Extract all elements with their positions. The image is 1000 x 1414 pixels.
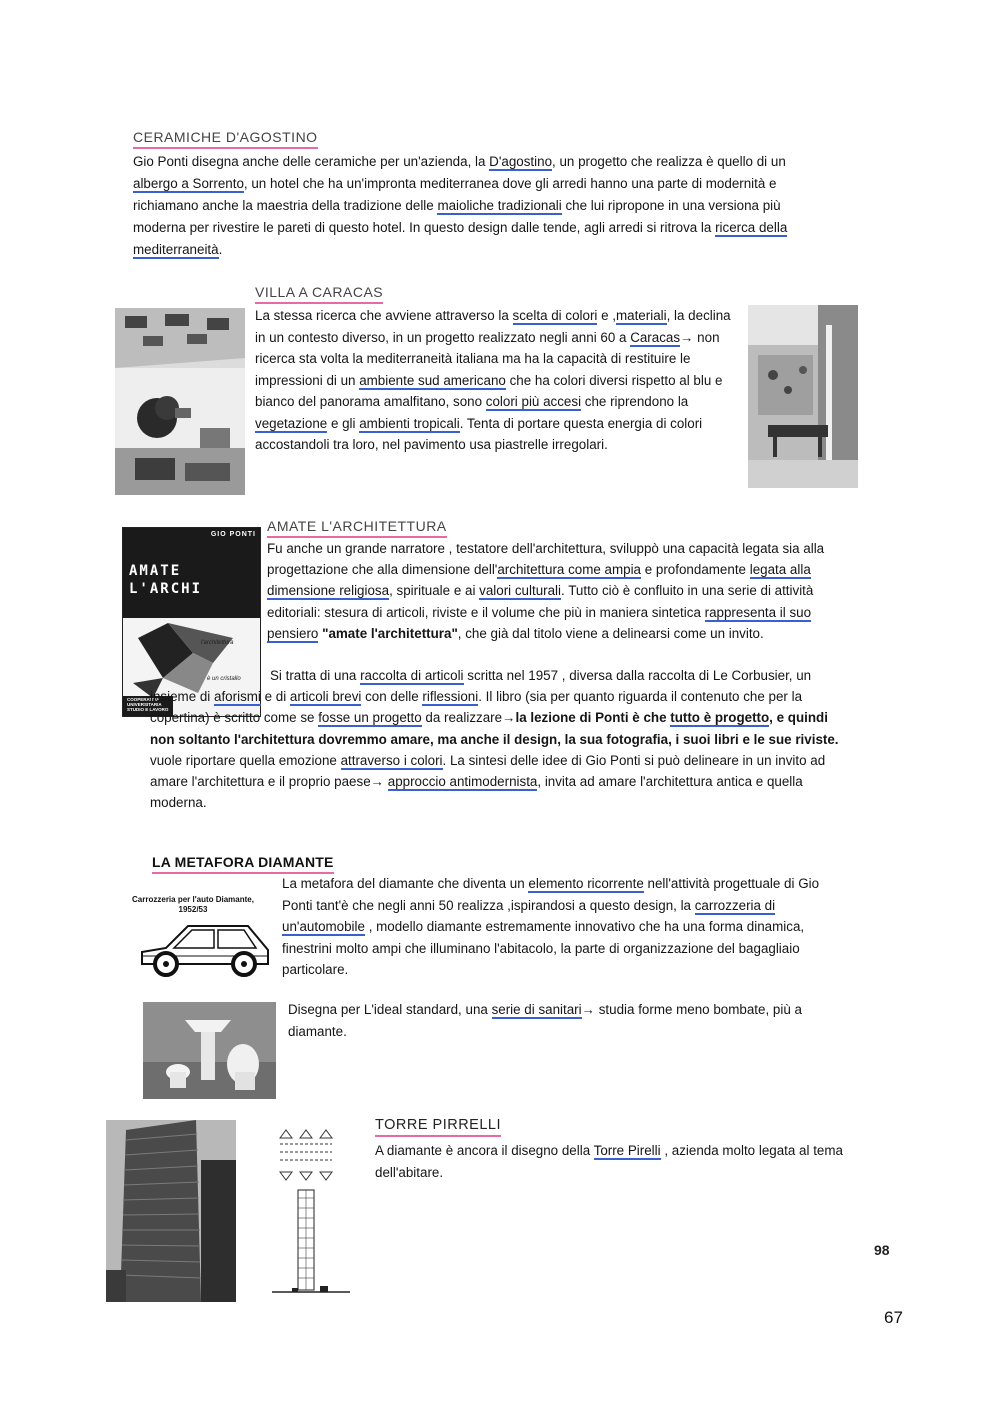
text: e profondamente (641, 562, 750, 578)
text: e gli (327, 415, 360, 431)
book-subtitle: l'architettura (201, 640, 234, 646)
villa-interior-image (115, 308, 245, 495)
paragraph-amate-1 (267, 538, 840, 644)
underlined-text: scelta di colori (512, 308, 598, 323)
text: che riprendono la (581, 394, 689, 409)
section-villa (255, 284, 740, 456)
heading-amate: AMATE L'ARCHITETTURA (267, 518, 447, 538)
text: , azienda molto legata al tema dell'abitare. (375, 1143, 843, 1180)
underlined-text: riflessioni (422, 689, 479, 705)
paragraph-ceramiche (133, 151, 833, 261)
text: e di (260, 689, 290, 705)
underlined-text: serie di sanitari (491, 1002, 582, 1017)
car-caption-line: Carrozzeria per l'auto Diamante, (132, 895, 254, 904)
text: , che già dal titolo viene a delinearsi come un invito. (457, 625, 764, 641)
torre-pirelli-drawing (270, 1128, 352, 1302)
text: , un hotel che ha un'impronta mediterranea dove gli arredi hanno una parte di modernità e richiamano anche la maestria della tradizione delle (133, 176, 777, 213)
text: che ha colori diversi rispetto al blu e bianco del panorama amalfitano, sono (255, 372, 723, 409)
torre-pirelli-image (106, 1120, 236, 1302)
villa-interior-photo-left (115, 308, 245, 495)
car-caption-line: 1952/53 (178, 905, 208, 914)
section-ceramiche (133, 129, 833, 261)
paragraph-sanitari (288, 999, 848, 1042)
car-diamante-drawing (136, 918, 274, 980)
text: vuole riportare quella emozione (150, 752, 341, 768)
text: da realizzare→ (421, 710, 516, 726)
text: → studia forme meno bombate, più a diamante. (288, 1002, 802, 1039)
underlined-text: architettura come ampia (497, 562, 642, 578)
paragraph-amate-2 (150, 665, 840, 813)
underlined-text: vegetazione (255, 415, 328, 431)
paragraph-torre (375, 1140, 905, 1183)
underlined-text: elemento ricorrente (528, 876, 644, 891)
underlined-text: ambienti tropicali (359, 415, 460, 431)
underlined-text: rappresenta il suo pensiero (267, 604, 812, 641)
text: . Tutto ciò è confluito in una serie di attività editoriali: stesura di articoli, riviste e il volume che più in maniera sintetica (267, 583, 814, 620)
paragraph-villa (255, 305, 740, 456)
section-amate (267, 518, 840, 644)
underlined-text: legata alla dimensione religiosa (267, 562, 811, 599)
book-title-line: L'ARCHI (129, 581, 203, 597)
text: → non ricerca sta volta la mediterraneità italiana ma ha la capacità di restituire le impressioni di un (255, 329, 720, 388)
underlined-text: albergo a Sorrento (133, 176, 244, 191)
underlined-text: approccio antimodernista (387, 774, 538, 790)
paragraph-diamante (282, 873, 842, 981)
underlined-text: D'agostino (489, 154, 553, 169)
underlined-text: materiali (615, 308, 667, 323)
villa-dining-image (748, 305, 858, 488)
inner-page-number: 98 (874, 1242, 890, 1258)
bold-text: la lezione di Ponti è che (515, 710, 671, 726)
underlined-text: maioliche tradizionali (437, 198, 562, 213)
text: A diamante è ancora il disegno della (375, 1143, 594, 1158)
underlined-text: attraverso i colori (340, 752, 443, 768)
book-publisher: COOPERATIVA UNIVERSITARIA STUDIO E LAVORO (127, 697, 169, 712)
torre-pirelli-photo (106, 1120, 236, 1302)
text: , spirituale e ai (389, 583, 480, 599)
heading-torre: TORRE PIRRELLI (375, 1117, 501, 1137)
book-title-line: AMATE (129, 563, 182, 579)
text: , invita ad amare l'architettura antica e quella moderna. (150, 774, 803, 811)
bold-text: , e quindi non soltanto l'architettura dovremmo amare, ma anche il design, la sua fotografia, i suoi libri e le sue riviste. (150, 710, 839, 747)
underlined-text: valori culturali (479, 583, 562, 599)
heading-villa: VILLA A CARACAS (255, 284, 383, 304)
text: con delle (361, 689, 423, 705)
text: scritta nel 1957 , diversa dalla raccolta di Le Corbusier, un insieme di (150, 668, 812, 705)
text: , modello diamante estremamente innovativo che ha una forma dinamica, finestrini molto ampi che illuminano l'abitacolo, la parte di organizzazione del bagagliaio particolare. (282, 919, 805, 977)
section-diamante-heading (152, 854, 334, 874)
underlined-text: ambiente sud americano (359, 372, 506, 388)
underlined-text: articoli brevi (289, 689, 362, 705)
underlined-text: Torre Pirelli (593, 1143, 661, 1158)
text: Fu anche un grande narratore , testatore dell'architettura, sviluppò una capacità legata sia alla progettazione che alla dimensione dell' (267, 541, 825, 578)
book-author: GIO PONTI (210, 531, 256, 538)
underlined-text: ricerca della mediterraneità (133, 220, 788, 257)
text: , un progetto che realizza è quello di un (552, 154, 786, 169)
underlined-text: Caracas (630, 329, 681, 345)
outer-page-number: 67 (884, 1308, 903, 1327)
underlined-text: aforismi (214, 689, 261, 705)
villa-interior-photo-right (748, 305, 858, 488)
car-caption (118, 895, 268, 915)
text: . Tenta di portare questa energia di colori accostandoli tra loro, nel pavimento usa piastrelle irregolari. (255, 415, 703, 452)
underlined-text: carrozzeria di un'automobile (282, 897, 776, 934)
bold-underlined-text: tutto è progetto (670, 710, 770, 726)
sanitari-image (143, 1002, 276, 1099)
underlined-text: fosse un progetto (318, 710, 422, 726)
book-subtitle-2: è un cristallo (207, 676, 241, 682)
section-torre (375, 1116, 905, 1183)
text: che lui ripropone in una versiona più moderna per rivestire le pareti di questo hotel. In questo design dalle tende, agli arredi si ritrova la (133, 198, 781, 235)
text: e , (597, 308, 616, 323)
text: . Il libro (sia per quanto riguarda il contenuto che per la copertina) è scritto come se (150, 689, 803, 726)
heading-ceramiche: CERAMICHE D'AGOSTINO (133, 129, 318, 149)
text: , la declina in un contesto diverso, in un progetto realizzato negli anni 60 a (255, 308, 731, 345)
text: Gio Ponti disegna anche delle ceramiche per un'azienda, la (133, 154, 490, 169)
underlined-text: colori più accesi (485, 394, 582, 409)
text: La stessa ricerca che avviene attraverso la (255, 308, 513, 323)
text: La metafora del diamante che diventa un (282, 876, 529, 891)
text: Si tratta di una (270, 668, 361, 683)
text: nell'attività progettuale di Gio Ponti tant'è che negli anni 50 realizza ,ispirandosi a questo design, la (282, 876, 820, 913)
bold-text: "amate l'architettura" (318, 625, 458, 641)
text: . (218, 242, 223, 257)
sanitari-photo (143, 1002, 276, 1099)
heading-diamante: LA METAFORA DIAMANTE (152, 854, 334, 874)
text: . La sintesi delle idee di Gio Ponti si può delineare in un invito ad amare l'architettura e il proprio paese→ (150, 752, 826, 790)
text: Disegna per L'ideal standard, una (288, 1002, 492, 1017)
underlined-text: raccolta di articoli (360, 668, 464, 683)
